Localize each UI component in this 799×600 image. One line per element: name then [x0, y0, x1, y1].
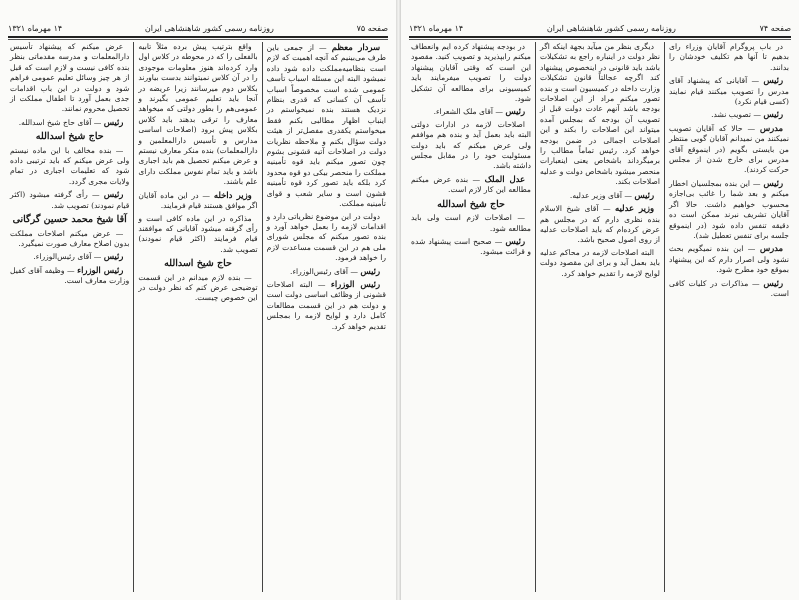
speaker-name: رئیس الوزراء — [330, 278, 380, 289]
paragraph-text: — آقای رئیس‌الوزراء. — [290, 266, 358, 276]
header-rule — [8, 36, 388, 40]
paragraph — [10, 229, 129, 250]
text-column — [134, 42, 262, 592]
speaker-name: رئیس — [103, 116, 124, 127]
paragraph — [267, 279, 386, 332]
text-column — [665, 42, 793, 592]
paragraph-text: — در این ماده آقایان اگر موافق هستند قیام فرمایند. — [138, 190, 258, 211]
paragraph — [138, 214, 257, 256]
left-page — [0, 0, 396, 600]
text-column — [407, 42, 536, 592]
page-number: صفحه ۷۴ — [759, 23, 791, 33]
speaker-name: رئیس — [505, 106, 525, 117]
paragraph-text: — وظیفه آقای کفیل وزارت معارف است. — [10, 265, 130, 286]
paragraph — [267, 266, 386, 277]
paragraph — [411, 106, 531, 117]
issue-date: ۱۴ مهرماه ۱۳۲۱ — [8, 23, 63, 33]
paragraph — [669, 278, 789, 300]
speaker-name: مدرس — [759, 122, 783, 133]
paragraph-text: — بنده لازم میدانم در این قسمت توضیحی عرض کنم که نظر دولت در این خصوص چیست. — [138, 272, 258, 303]
text-column — [263, 42, 390, 592]
paragraph-text: — بنده مخالف با این ماده نیستم ولی عرض میکنم که باید ترتیبی داده شود که تعلیمات اجباری در تمام ولایات مجری گردد. — [10, 145, 130, 186]
page-number: صفحه ۷۵ — [356, 23, 388, 33]
speaker-name: رئیس الوزراء — [77, 264, 124, 275]
paragraph-text: در باب پروگرام آقایان وزراء رای بدهیم تا آنها هم تکلیف خودشان را بدانند. — [669, 42, 789, 72]
issue-date: ۱۴ مهرماه ۱۳۲۱ — [409, 23, 464, 33]
paragraph-text: البته اصلاحات لازمه در محاکم عدلیه باید بعمل آید و برای این مقصود دولت لوایح لازمه را تقدیم خواهد کرد. — [540, 247, 660, 278]
paragraph — [10, 189, 129, 211]
paragraph-text: — حالا که آقایان تصویب نمیکنند من نمیدانم آقایان گویی منتظر من بایستی بگویم (در اینموقع آقای مدرس برای خارج شدن از مجلس حرکت کردند). — [669, 123, 789, 175]
paragraph-text: دیگری بنظر من میآید بجهة اینکه اگر نظر دولت در اینباره راجع به تشکیلات باشد باید قانونی در اینخصوص پیشنهاد کند اگرچه عجالتاً قانون تشکیلات وزارت داخله در کمیسیون است و بنده تصور میکنم مراد از این اصلاحات بودجه باشد آنهم عادت دولت قبل از تصویب آن بودجه که بمجلس آمده میتواند این اصلاحات را بکند و این اصلاحات اجمالی در ضمن بودجه خواهد کرد. رئیس تماماً مطالب را برمیگرداند باشخاص یعنی اینعبارات منحصر میشود باشخاص دولت و عدلیه اصلاحات بکند. — [540, 42, 660, 187]
paragraph — [411, 120, 531, 172]
paragraph-text: — این بنده نمیگویم بحث نشود ولی اصرار دارم که این پیشنهاد بموقع خود مطرح شود. — [669, 244, 789, 275]
paragraph — [669, 109, 789, 120]
paragraph — [411, 213, 531, 234]
newspaper-title: روزنامه رسمی کشور شاهنشاهی ایران — [144, 23, 274, 33]
paragraph — [267, 42, 386, 210]
paragraph — [138, 273, 257, 304]
speaker-name: عدل الملک — [484, 173, 525, 184]
paragraph — [540, 203, 660, 246]
speaker-name: رئیس — [360, 265, 380, 276]
speaker-heading: حاج شیخ اسدالله — [35, 131, 104, 143]
header-rule — [409, 36, 791, 40]
speaker-name: سردار معظم — [331, 42, 381, 52]
paragraph — [10, 251, 129, 262]
speaker-name: رئیس — [763, 277, 784, 288]
columns — [6, 42, 390, 592]
paragraph-text: — آقای وزیر عدلیه. — [569, 190, 632, 200]
paragraph-text: — رأی گرفته میشود (اکثر قیام نمودند) تصویب شد. — [10, 190, 130, 210]
speaker-name: رئیس — [505, 235, 525, 246]
paragraph-text: — عرض میکنم اصلاحات مملکت بدون اصلاح معارف صورت نمیگیرد. — [10, 228, 130, 248]
paragraph — [411, 236, 531, 258]
paragraph — [669, 178, 789, 241]
paragraph-text: در بودجه پیشنهاد کرده ایم وانعطاف میکنم رابپذیرید و تصویب کنید. مقصود این است که وقتی آقایان پیشنهاد دولت را تصویب میفرمایند باید کمیسیونی برای مطالعه آن تشکیل شود. — [411, 42, 531, 104]
paragraph-text: — از جمعی باین طرف می‌بینیم که آنچه اهمیت که لازم است بنظامیه‌مملکت داده شود داده نمیشود البته این مسئله اسباب تأسف عمومی شده است مخصوصاً اسباب تأسف آن کسانی که قدری بنظام نزدیک هستند بنده نمیخواستم در اینباب اظهار مطالبی بکنم فقط میخواستم یکقدری مفصل‌تر از هیئت دولت سؤال بکنم و ملاحظه نظریات دولت در اصلاحات آتیه قشونی بشوم چون تصور میکنم باید قوه تأمینیه مملکت را منحصر بیکی دو قوه محدود کرد بلکه باید تصور کرد قوه تأمینیه قشون است و سایر شعب و قوای تأمینیه مملکت. — [266, 43, 386, 209]
speaker-heading: حاج شیخ اسدالله — [437, 198, 505, 210]
paragraph — [138, 42, 257, 188]
paragraph-text: واقع بترتیب پیش برده مثلاً تابیه بالفعلی را که در محوطه در کلاس اول وارد کرده‌اند هنوز معلومات موجودی را در آن کلاس نمیتوانند بدست بیاورند بکلاس دوم میرسانند زیرا عریضه در آنجا باید تعلیم عمومی بگیرند و عمومی‌هم را بطور دولتی که میخواهد معارف را ترقی بدهند باید کلاس بکلاس پیش برود (اصلاحات اساسی مدارس و تأسیس دارالمعلمین و دارالمعلمات) بنده منکر معارف نیستم و عرض میکنم تحصیل هم باید اجباری باشد و باید تمام نفوس مملکت دارای علم باشند. — [138, 42, 258, 187]
paragraph-text: — آقای شیخ الاسلام بنده نظری دارم که در مجلس هم عرض کرده‌ام که باید اصلاحات عدلیه از روی اصول صحیح باشد. — [540, 204, 660, 245]
paragraph-text: — این بنده بمجلسیان اخطار میکنم و بعد شما را غائب بی‌اجازه محسوب خواهیم داشت. حالا اگر آقایان تشریف نبرند ممکن است ده دقیقه تنفس داده شود (در اینموقع جلسه برای تنفس تعطیل شد). — [669, 178, 789, 240]
speaker-heading: حاج شیخ اسدالله — [164, 258, 232, 270]
paragraph-text: دولت در این موضوع نظریاتی دارد و اقدامات لازمه را بعمل خواهد آورد و بنده تصور میکنم که مجلس شورای ملی هم در این قسمت مساعدت لازم را خواهد فرمود. — [266, 211, 386, 263]
paragraph — [411, 42, 531, 104]
speaker-name: وزیر داخله — [213, 189, 252, 200]
paragraph-text: — البته اصلاحات قشونی از وظائف اساسی دولت است و دولت هم در این قسمت مطالعات کامل دارد و لوایح لازمه را بمجلس تقدیم خواهد کرد. — [266, 279, 386, 331]
paragraph — [10, 42, 129, 115]
paragraph-text: — بنده عرض میکنم مطالعه این کار لازم است. — [411, 174, 531, 195]
paragraph-text: عرض میکنم که پیشنهاد تأسیس دارالمعلمات و مدرسه مقدماتی بنظر بنده کافی نیست و لازم است که قبل از هر چیز وسائل تعلیم عمومی فراهم شود و دولت در این باب اقدامات جدی بعمل آورد تا اطفال مملکت از تحصیل محروم نمانند. — [10, 42, 130, 114]
page-header — [409, 22, 791, 34]
paragraph-text: — آقای حاج شیخ اسدالله. — [18, 117, 102, 127]
columns — [407, 42, 793, 592]
speaker-name: رئیس — [103, 189, 124, 200]
paragraph — [540, 248, 660, 279]
paragraph — [10, 265, 129, 287]
paragraph — [669, 123, 789, 176]
paragraph — [267, 212, 386, 264]
speaker-name: رئیس — [763, 109, 783, 120]
speaker-name: رئیس — [763, 177, 784, 188]
newspaper-title: روزنامه رسمی کشور شاهنشاهی ایران — [546, 23, 676, 33]
paragraph-text: — آقای رئیس‌الوزراء. — [33, 252, 102, 262]
right-page — [401, 0, 799, 600]
text-column — [6, 42, 134, 592]
paragraph — [540, 190, 660, 201]
paragraph-text: — صحیح است پیشنهاد شده و قرائت میشود. — [411, 236, 531, 257]
paragraph-text: — آقایانی که پیشنهاد آقای مدرس را تصویب میکنند قیام نمایند (کسی قیام نکرد) — [669, 76, 789, 107]
paragraph — [138, 190, 257, 212]
speaker-name: وزیر عدلیه — [615, 203, 654, 214]
paragraph — [540, 42, 660, 188]
paragraph-text: — اصلاحات لازم است ولی باید مطالعه شود. — [411, 213, 531, 233]
paragraph-text: اصلاحات لازمه در ادارات دولتی البته باید بعمل آید و بنده هم موافقم ولی عرض میکنم که باید دولت مسئولیت خود را در مقابل مجلس داشته باشد. — [411, 119, 531, 171]
speaker-name: رئیس — [634, 189, 654, 200]
paragraph-text: — آقای ملک الشعراء. — [433, 107, 503, 117]
speaker-name: مدرس — [759, 243, 783, 254]
paragraph-text: — مذاکرات در کلیات کافی است. — [669, 278, 789, 298]
paragraph — [669, 75, 789, 107]
speaker-heading: آقا شیخ محمد حسین گرگانی — [12, 214, 127, 226]
text-column — [536, 42, 665, 592]
paragraph — [10, 146, 129, 188]
paragraph — [669, 243, 789, 275]
paragraph — [669, 42, 789, 73]
speaker-name: رئیس — [763, 75, 783, 86]
paragraph-text: مذاکره در این ماده کافی است و رأی گرفته میشود آقایانی که موافقند قیام فرمایند (اکثر قیام نمودند) تصویب شد. — [138, 213, 258, 254]
paragraph — [411, 174, 531, 196]
paragraph-text: — تصویب نشد. — [711, 110, 761, 120]
page-header — [8, 22, 388, 34]
paragraph — [10, 117, 129, 128]
speaker-name: رئیس — [103, 251, 124, 262]
